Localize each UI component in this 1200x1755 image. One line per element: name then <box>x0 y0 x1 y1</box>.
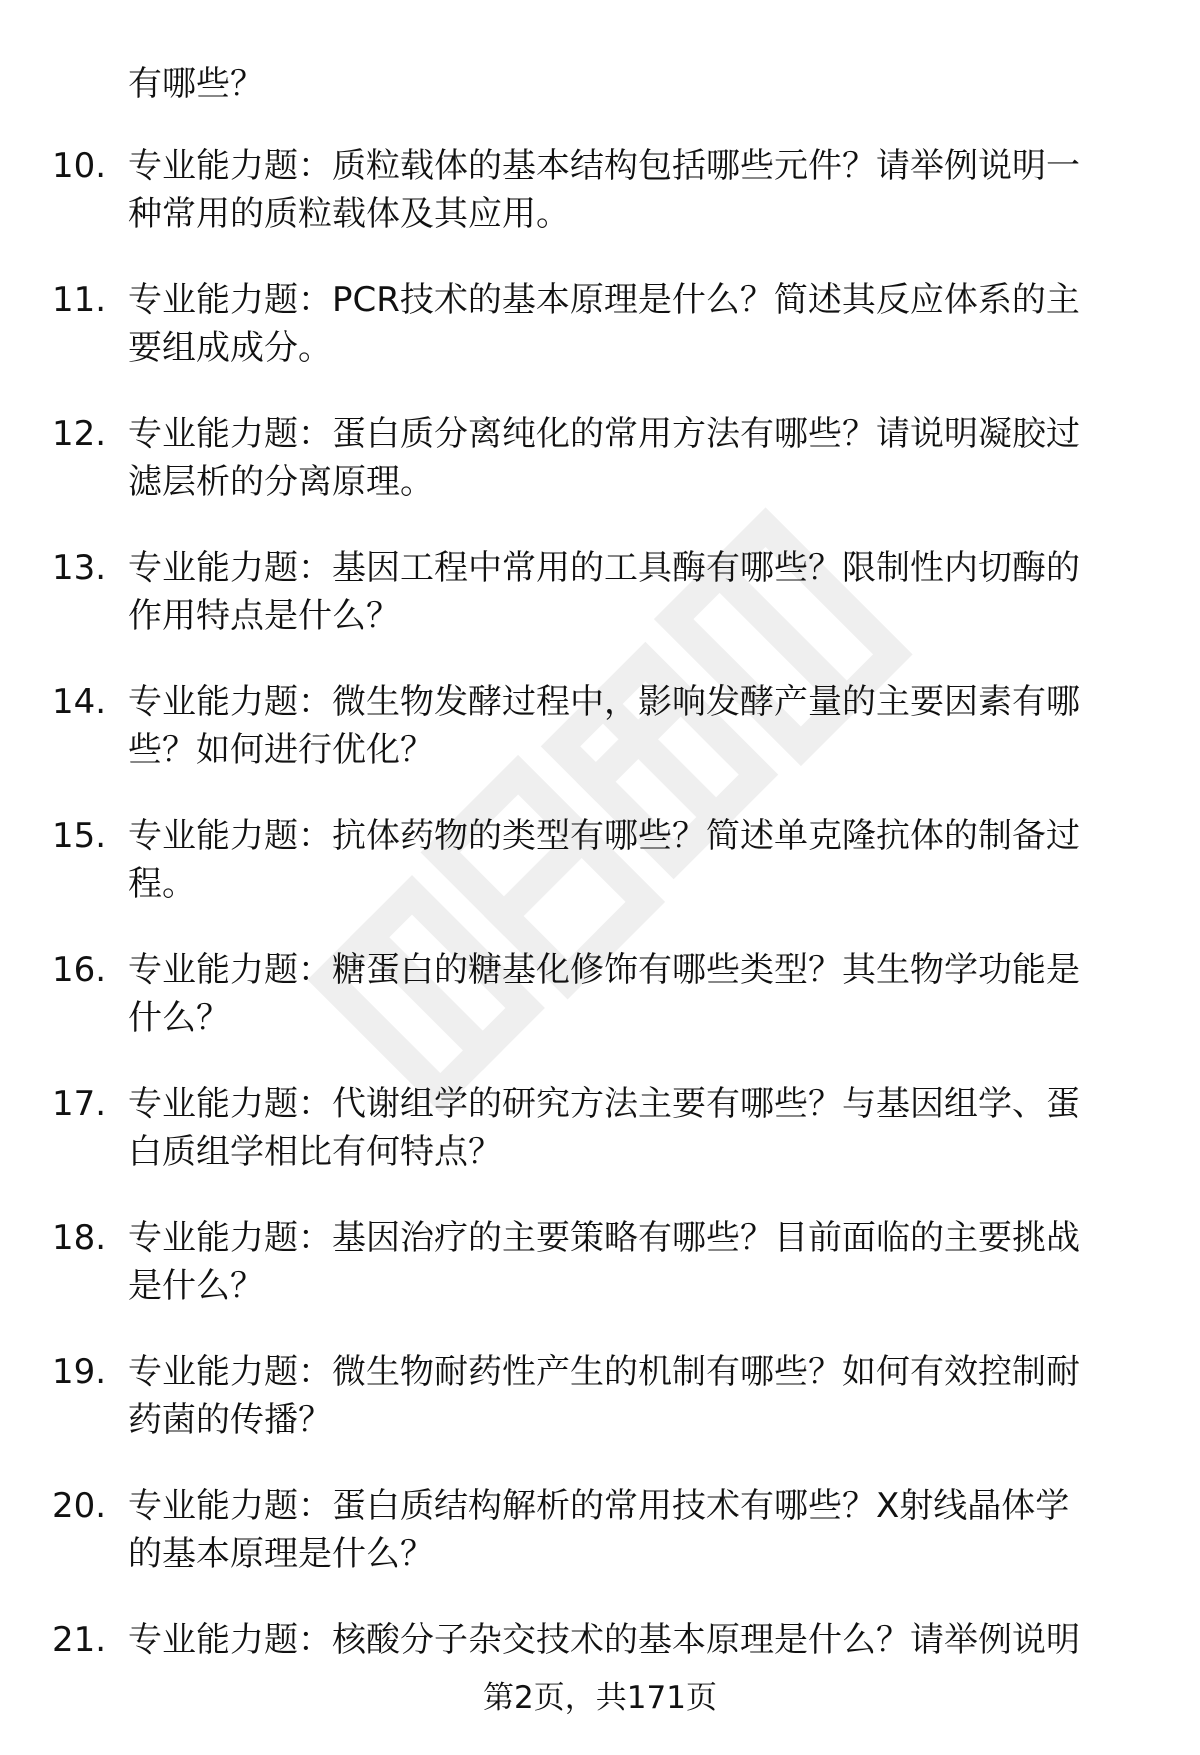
question-number: 15. <box>52 816 107 856</box>
question-item <box>0 1214 1200 1348</box>
question-number: 14. <box>52 682 107 722</box>
question-number: 19. <box>52 1352 107 1392</box>
question-number: 17. <box>52 1084 107 1124</box>
question-text: 专业能力题：微生物发酵过程中，影响发酵产量的主要因素有哪 些？如何进行优化？ <box>128 682 1080 770</box>
question-number: 11. <box>52 280 107 320</box>
question-item <box>0 678 1200 812</box>
continuation-text: 有哪些？ <box>128 64 264 104</box>
question-item <box>0 410 1200 544</box>
question-item <box>0 1080 1200 1214</box>
question-item <box>0 946 1200 1080</box>
question-text: 专业能力题：核酸分子杂交技术的基本原理是什么？请举例说明 <box>128 1620 1080 1660</box>
question-item <box>0 276 1200 410</box>
question-text: 专业能力题：糖蛋白的糖基化修饰有哪些类型？其生物学功能是 什么？ <box>128 950 1080 1038</box>
question-text: 专业能力题：基因工程中常用的工具酶有哪些？限制性内切酶的 作用特点是什么？ <box>128 548 1080 636</box>
question-number: 21. <box>52 1620 107 1660</box>
question-number: 13. <box>52 548 107 588</box>
question-text: 专业能力题：抗体药物的类型有哪些？简述单克隆抗体的制备过 程。 <box>128 816 1080 904</box>
question-text: 专业能力题：代谢组学的研究方法主要有哪些？与基因组学、蛋 白质组学相比有何特点？ <box>128 1084 1080 1172</box>
question-text: 专业能力题：蛋白质分离纯化的常用方法有哪些？请说明凝胶过 滤层析的分离原理。 <box>128 414 1080 502</box>
question-text: 专业能力题：蛋白质结构解析的常用技术有哪些？X射线晶体学 的基本原理是什么？ <box>128 1486 1070 1574</box>
question-item <box>0 812 1200 946</box>
question-item <box>0 544 1200 678</box>
question-item <box>0 1482 1200 1616</box>
question-number: 18. <box>52 1218 107 1258</box>
question-text: 专业能力题：PCR技术的基本原理是什么？简述其反应体系的主 要组成成分。 <box>128 280 1080 368</box>
question-number: 16. <box>52 950 107 990</box>
question-text: 专业能力题：基因治疗的主要策略有哪些？目前面临的主要挑战 是什么？ <box>128 1218 1080 1306</box>
question-item <box>0 142 1200 276</box>
question-list <box>0 142 1200 1750</box>
question-text: 专业能力题：微生物耐药性产生的机制有哪些？如何有效控制耐 药菌的传播？ <box>128 1352 1080 1440</box>
question-number: 12. <box>52 414 107 454</box>
question-item <box>0 1348 1200 1482</box>
page-footer: 第2页，共171页 <box>483 1680 717 1716</box>
question-number: 10. <box>52 146 107 186</box>
question-number: 20. <box>52 1486 107 1526</box>
question-text: 专业能力题：质粒载体的基本结构包括哪些元件？请举例说明一 种常用的质粒载体及其应用。 <box>128 146 1080 234</box>
